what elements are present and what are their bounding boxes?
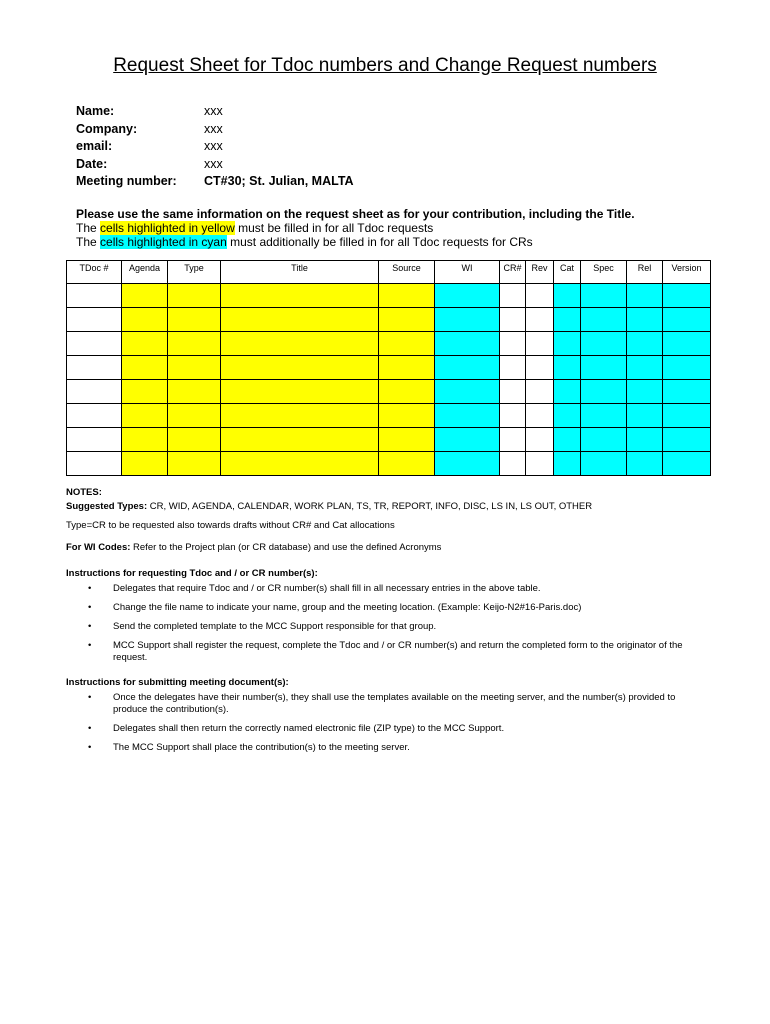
table-cell-spec[interactable] <box>581 308 627 332</box>
table-cell-cat[interactable] <box>554 404 581 428</box>
submission-instructions-heading: Instructions for submitting meeting document(s): <box>66 677 289 688</box>
list-item <box>66 742 706 754</box>
table-cell-cr[interactable] <box>500 284 526 308</box>
column-header-source: Source <box>379 261 435 284</box>
table-cell-rev[interactable] <box>526 356 554 380</box>
table-cell-version[interactable] <box>663 308 711 332</box>
table-cell-cat[interactable] <box>554 380 581 404</box>
table-cell-spec[interactable] <box>581 428 627 452</box>
table-cell-type[interactable] <box>168 284 221 308</box>
list-item <box>66 723 706 735</box>
bullet-icon: • <box>88 742 92 753</box>
suggested-types <box>66 501 706 513</box>
table-cell-version[interactable] <box>663 404 711 428</box>
table-cell-type[interactable] <box>168 452 221 476</box>
table-cell-type[interactable] <box>168 380 221 404</box>
table-cell-rev[interactable] <box>526 308 554 332</box>
table-cell-title[interactable] <box>221 356 379 380</box>
bullet-icon: • <box>88 723 92 734</box>
table-cell-source[interactable] <box>379 404 435 428</box>
submission-instructions-list <box>66 692 706 754</box>
table-cell-cat[interactable] <box>554 356 581 380</box>
table-cell-tdoc[interactable] <box>67 332 122 356</box>
cyan-instruction <box>76 235 716 249</box>
table-cell-rel[interactable] <box>627 404 663 428</box>
wi-codes-note <box>66 542 706 554</box>
notes-heading: NOTES: <box>66 487 102 498</box>
list-item <box>66 583 706 595</box>
table-cell-rel[interactable] <box>627 356 663 380</box>
table-cell-title[interactable] <box>221 332 379 356</box>
table-cell-rev[interactable] <box>526 284 554 308</box>
table-cell-rel[interactable] <box>627 380 663 404</box>
table-cell-cr[interactable] <box>500 380 526 404</box>
table-cell-rev[interactable] <box>526 380 554 404</box>
fill-instructions <box>76 207 716 249</box>
table-cell-tdoc[interactable] <box>67 356 122 380</box>
table-cell-spec[interactable] <box>581 284 627 308</box>
list-item-text: Change the file name to indicate your name, group and the meeting location. (Example: Keijo-N2#16-Paris.doc) <box>113 602 582 613</box>
page-title: Request Sheet for Tdoc numbers and Change Request numbers <box>113 55 657 76</box>
request-table <box>66 260 711 476</box>
table-cell-cat[interactable] <box>554 452 581 476</box>
table-cell-agenda[interactable] <box>122 356 168 380</box>
table-cell-version[interactable] <box>663 332 711 356</box>
table-cell-title[interactable] <box>221 452 379 476</box>
list-item-text: Once the delegates have their number(s), they shall use the templates available on the meeting server, and the number(s) provided to produce the contribution(s). <box>113 692 676 715</box>
table-cell-agenda[interactable] <box>122 284 168 308</box>
table-cell-cr[interactable] <box>500 452 526 476</box>
table-cell-wi[interactable] <box>435 380 500 404</box>
bullet-icon: • <box>88 640 92 651</box>
table-cell-rel[interactable] <box>627 308 663 332</box>
list-item-text: The MCC Support shall place the contribution(s) to the meeting server. <box>113 742 410 753</box>
column-header-rel: Rel <box>627 261 663 284</box>
bullet-icon: • <box>88 602 92 613</box>
list-item-text: Delegates shall then return the correctly named electronic file (ZIP type) to the MCC Support. <box>113 723 505 734</box>
table-cell-title[interactable] <box>221 428 379 452</box>
table-cell-version[interactable] <box>663 428 711 452</box>
list-item <box>66 640 706 664</box>
table-cell-wi[interactable] <box>435 428 500 452</box>
table-row <box>67 284 711 308</box>
list-item <box>66 602 706 614</box>
table-cell-title[interactable] <box>221 308 379 332</box>
table-cell-type[interactable] <box>168 404 221 428</box>
date-label: Date: <box>76 156 108 171</box>
table-cell-agenda[interactable] <box>122 452 168 476</box>
table-cell-cr[interactable] <box>500 332 526 356</box>
table-cell-type[interactable] <box>168 356 221 380</box>
table-cell-type[interactable] <box>168 332 221 356</box>
meeting-number-label: Meeting number: <box>76 174 177 189</box>
table-cell-wi[interactable] <box>435 284 500 308</box>
request-instructions-list <box>66 583 706 664</box>
table-cell-agenda[interactable] <box>122 428 168 452</box>
table-cell-rev[interactable] <box>526 428 554 452</box>
table-cell-source[interactable] <box>379 380 435 404</box>
table-cell-wi[interactable] <box>435 332 500 356</box>
cyan-post: must additionally be filled in for all Tdoc requests for CRs <box>226 235 533 249</box>
table-cell-title[interactable] <box>221 284 379 308</box>
instruction-bold: Please use the same information on the request sheet as for your contribution, including the Title. <box>76 207 635 221</box>
table-cell-spec[interactable] <box>581 452 627 476</box>
table-cell-agenda[interactable] <box>122 380 168 404</box>
info-row-meeting <box>76 174 676 192</box>
table-cell-rel[interactable] <box>627 452 663 476</box>
table-cell-title[interactable] <box>221 404 379 428</box>
table-cell-tdoc[interactable] <box>67 284 122 308</box>
table-cell-agenda[interactable] <box>122 332 168 356</box>
yellow-highlight: cells highlighted in yellow <box>100 221 235 235</box>
wi-codes-text: Refer to the Project plan (or CR database) and use the defined Acronyms <box>130 542 442 553</box>
column-header-rev: Rev <box>526 261 554 284</box>
table-cell-spec[interactable] <box>581 404 627 428</box>
column-header-tdoc: TDoc # <box>67 261 122 284</box>
table-row <box>67 404 711 428</box>
table-row <box>67 380 711 404</box>
table-cell-rev[interactable] <box>526 404 554 428</box>
bullet-icon: • <box>88 692 92 703</box>
table-cell-tdoc[interactable] <box>67 404 122 428</box>
table-cell-rel[interactable] <box>627 428 663 452</box>
cyan-highlight: cells highlighted in cyan <box>100 235 227 249</box>
table-cell-wi[interactable] <box>435 452 500 476</box>
table-cell-rev[interactable] <box>526 452 554 476</box>
meeting-number-value: CT#30; St. Julian, MALTA <box>204 174 354 189</box>
table-cell-agenda[interactable] <box>122 308 168 332</box>
column-header-agenda: Agenda <box>122 261 168 284</box>
table-cell-source[interactable] <box>379 356 435 380</box>
column-header-spec: Spec <box>581 261 627 284</box>
name-value: xxx <box>204 104 223 118</box>
table-cell-version[interactable] <box>663 380 711 404</box>
list-item <box>66 692 706 716</box>
notes-section <box>66 487 706 761</box>
column-header-wi: WI <box>435 261 500 284</box>
email-value: xxx <box>204 139 223 154</box>
yellow-pre: The <box>76 221 101 235</box>
table-cell-agenda[interactable] <box>122 404 168 428</box>
yellow-instruction <box>76 221 716 235</box>
table-cell-cr[interactable] <box>500 404 526 428</box>
list-item-text: MCC Support shall register the request, complete the Tdoc and / or CR number(s) and return the completed form to the originator of the request. <box>113 640 683 663</box>
table-cell-type[interactable] <box>168 308 221 332</box>
table-row <box>67 452 711 476</box>
table-cell-cr[interactable] <box>500 428 526 452</box>
table-cell-source[interactable] <box>379 452 435 476</box>
table-cell-title[interactable] <box>221 380 379 404</box>
table-row <box>67 332 711 356</box>
table-cell-spec[interactable] <box>581 356 627 380</box>
wi-codes-label: For WI Codes: <box>66 542 131 553</box>
table-cell-version[interactable] <box>663 284 711 308</box>
table-cell-cat[interactable] <box>554 308 581 332</box>
info-row-email <box>76 139 676 157</box>
bullet-icon: • <box>88 621 92 632</box>
table-cell-spec[interactable] <box>581 380 627 404</box>
table-cell-version[interactable] <box>663 452 711 476</box>
table-cell-version[interactable] <box>663 356 711 380</box>
name-label: Name: <box>76 104 115 118</box>
table-cell-wi[interactable] <box>435 356 500 380</box>
date-value: xxx <box>204 156 223 171</box>
table-row <box>67 428 711 452</box>
company-value: xxx <box>204 121 223 136</box>
table-cell-type[interactable] <box>168 428 221 452</box>
request-table-body <box>67 284 711 476</box>
type-cr-note: Type=CR to be requested also towards drafts without CR# and Cat allocations <box>66 520 395 531</box>
column-header-title: Title <box>221 261 379 284</box>
cyan-pre: The <box>76 235 101 249</box>
company-label: Company: <box>76 121 138 136</box>
table-cell-source[interactable] <box>379 428 435 452</box>
suggested-types-text: CR, WID, AGENDA, CALENDAR, WORK PLAN, TS, TR, REPORT, INFO, DISC, LS IN, LS OUT, OTHER <box>147 501 593 512</box>
list-item-text: Send the completed template to the MCC Support responsible for that group. <box>113 621 437 632</box>
table-header-row <box>67 261 711 284</box>
table-cell-source[interactable] <box>379 284 435 308</box>
table-cell-cat[interactable] <box>554 332 581 356</box>
column-header-version: Version <box>663 261 711 284</box>
table-cell-rev[interactable] <box>526 332 554 356</box>
table-row <box>67 356 711 380</box>
table-cell-tdoc[interactable] <box>67 308 122 332</box>
column-header-cr: CR# <box>500 261 526 284</box>
suggested-types-label: Suggested Types: <box>66 501 148 512</box>
table-cell-cat[interactable] <box>554 428 581 452</box>
table-cell-cr[interactable] <box>500 356 526 380</box>
info-row-company <box>76 122 676 140</box>
column-header-type: Type <box>168 261 221 284</box>
table-cell-tdoc[interactable] <box>67 452 122 476</box>
info-row-date <box>76 157 676 175</box>
table-cell-cat[interactable] <box>554 284 581 308</box>
table-cell-rel[interactable] <box>627 332 663 356</box>
table-cell-rel[interactable] <box>627 284 663 308</box>
table-cell-wi[interactable] <box>435 308 500 332</box>
table-cell-wi[interactable] <box>435 404 500 428</box>
list-item-text: Delegates that require Tdoc and / or CR number(s) shall fill in all necessary entries in the above table. <box>113 583 541 594</box>
yellow-post: must be filled in for all Tdoc requests <box>234 221 434 235</box>
list-item <box>66 621 706 633</box>
email-label: email: <box>76 139 113 154</box>
table-row <box>67 308 711 332</box>
request-instructions-heading: Instructions for requesting Tdoc and / or CR number(s): <box>66 568 318 579</box>
info-row-name <box>76 104 676 122</box>
column-header-cat: Cat <box>554 261 581 284</box>
table-cell-tdoc[interactable] <box>67 428 122 452</box>
table-cell-source[interactable] <box>379 332 435 356</box>
table-cell-tdoc[interactable] <box>67 380 122 404</box>
bullet-icon: • <box>88 583 92 594</box>
requester-info <box>76 104 676 192</box>
table-cell-source[interactable] <box>379 308 435 332</box>
table-cell-cr[interactable] <box>500 308 526 332</box>
table-cell-spec[interactable] <box>581 332 627 356</box>
